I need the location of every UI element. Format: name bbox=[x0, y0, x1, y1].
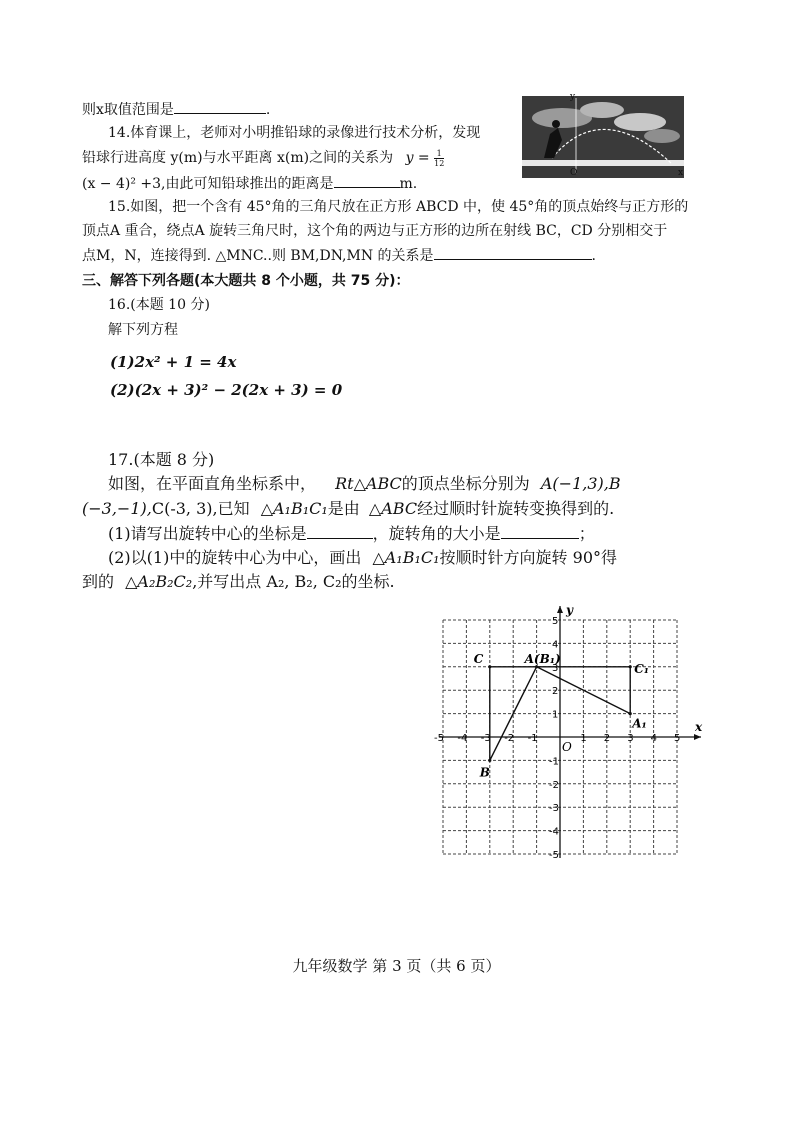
q17-part2 bbox=[108, 548, 617, 568]
label-a1: A₁ bbox=[632, 716, 647, 731]
y-tick-label: -4 bbox=[549, 826, 559, 838]
q16-instruction: 解下列方程 bbox=[108, 322, 178, 338]
point-b bbox=[488, 759, 491, 762]
y-tick-label: -1 bbox=[549, 756, 559, 768]
q17-angle-blank[interactable] bbox=[501, 524, 579, 539]
q13-tail bbox=[82, 99, 270, 120]
x-tick-label: 3 bbox=[627, 733, 634, 744]
q15-end: . bbox=[591, 248, 596, 264]
q13-answer-blank[interactable] bbox=[174, 99, 266, 114]
q17-line2f: 经过顺时针旋转变换得到的. bbox=[417, 499, 615, 518]
q17-p1c: ； bbox=[578, 524, 595, 543]
q17-p1a: (1)请写出旋转中心的坐标是 bbox=[108, 524, 307, 543]
coordinate-graph bbox=[434, 600, 720, 862]
q17-line1c: 的顶点坐标分别为 bbox=[401, 474, 530, 493]
y-tick-label: -3 bbox=[549, 803, 559, 815]
y-tick-label: -5 bbox=[549, 850, 559, 861]
q17-center-blank[interactable] bbox=[307, 524, 373, 539]
x-tick-label: 1 bbox=[580, 733, 587, 744]
q17-line2 bbox=[82, 499, 614, 519]
x-tick-label: -4 bbox=[457, 733, 468, 744]
shotput-photo-svg bbox=[522, 96, 684, 178]
x-axis-label: x bbox=[695, 720, 703, 734]
q14-line2 bbox=[82, 148, 444, 168]
q14-line1: 14.体育课上，老师对小明推铅球的录像进行技术分析，发现 bbox=[108, 125, 481, 141]
q17-p2b: △A₁B₁C₁ bbox=[372, 548, 440, 567]
q17-line2e: △ABC bbox=[368, 499, 418, 518]
q17-line2d: 是由 bbox=[327, 499, 360, 518]
q14-y-eq: y = bbox=[405, 150, 430, 166]
q17-line1d: A(−1,3),B bbox=[540, 474, 621, 493]
q17-line1b: Rt△ABC bbox=[335, 474, 402, 493]
photo-o-label: O bbox=[570, 168, 578, 178]
q17-line1 bbox=[108, 474, 621, 494]
y-tick-label: -2 bbox=[549, 779, 559, 791]
q17-part3 bbox=[82, 572, 395, 592]
x-tick-label: -5 bbox=[434, 733, 444, 744]
q14-line3 bbox=[82, 173, 417, 194]
q15-line1: 15.如图，把一个含有 45°角的三角尺放在正方形 ABCD 中，使 45°角的顶点始终与正方形的 bbox=[108, 199, 689, 215]
point-c1 bbox=[629, 665, 632, 668]
q17-line2a: (−3,−1), bbox=[82, 499, 152, 518]
label-b: B bbox=[479, 765, 490, 780]
label-c1: C₁ bbox=[634, 661, 650, 676]
origin-label: O bbox=[562, 740, 572, 754]
x-tick-label: -2 bbox=[504, 733, 515, 744]
q17-p2c: 按顺时针方向旋转 90°得 bbox=[439, 548, 617, 567]
q15-answer-blank[interactable] bbox=[434, 245, 592, 260]
q13-text: 则x取值范围是 bbox=[82, 102, 174, 118]
q14-line2-text: 铅球行进高度 y(m)与水平距离 x(m)之间的关系为 bbox=[82, 150, 394, 166]
q16-header: 16.(本题 10 分) bbox=[108, 297, 210, 313]
q17-header: 17.(本题 8 分) bbox=[108, 450, 215, 469]
x-tick-label: 4 bbox=[650, 733, 657, 744]
q17-line2b: C(-3, 3),已知 bbox=[151, 499, 250, 518]
y-tick-label: 1 bbox=[552, 709, 559, 721]
q17-line1a: 如图，在平面直角坐标系中， bbox=[108, 474, 317, 493]
photo-x-label: x bbox=[678, 168, 684, 178]
q15-line2: 顶点A 重合，绕点A 旋转三角尺时，这个角的两边与正方形的边所在射线 BC，CD 分别相交于 bbox=[82, 223, 668, 239]
x-axis-arrow bbox=[694, 734, 701, 740]
q17-p1b: ，旋转角的大小是 bbox=[372, 524, 501, 543]
y-tick-label: 2 bbox=[552, 686, 559, 698]
q15-line3 bbox=[82, 245, 596, 266]
q17-p3c: ,并写出点 A₂, B₂, C₂的坐标. bbox=[192, 572, 395, 591]
q17-line2c: △A₁B₁C₁ bbox=[260, 499, 328, 518]
x-tick-label: 2 bbox=[603, 733, 611, 744]
x-tick-label: 5 bbox=[674, 733, 681, 744]
x-tick-label: -3 bbox=[480, 733, 491, 744]
q14-frac-num: 1 bbox=[434, 149, 444, 159]
point-a1 bbox=[629, 712, 632, 715]
y-tick-label: 3 bbox=[552, 662, 559, 674]
q17-part1 bbox=[108, 524, 595, 544]
q13-end: . bbox=[265, 102, 271, 118]
q17-p3a: 到的 bbox=[82, 572, 115, 591]
q14-answer-blank[interactable] bbox=[334, 173, 400, 188]
q14-frac-den: 12 bbox=[434, 158, 445, 168]
point-c bbox=[488, 665, 491, 668]
x-tick-label: -1 bbox=[527, 733, 538, 744]
photo-y-label: y bbox=[570, 92, 576, 102]
q14-unit: m. bbox=[399, 176, 418, 192]
page-footer: 九年级数学 第 3 页（共 6 页） bbox=[292, 957, 501, 975]
q14-fraction bbox=[434, 149, 444, 168]
label-c: C bbox=[473, 651, 484, 666]
y-axis-arrow bbox=[557, 606, 563, 613]
label-a-b1: A(B₁) bbox=[524, 651, 561, 666]
q16-eq1: (1)2x² + 1 = 4x bbox=[110, 353, 237, 371]
q15-line3-text: 点M，N，连接得到. △MNC..则 BM,DN,MN 的关系是 bbox=[82, 248, 434, 264]
y-axis-label: y bbox=[566, 603, 573, 617]
y-tick-label: 5 bbox=[552, 616, 559, 627]
coordinate-graph-svg bbox=[434, 600, 720, 862]
y-tick-label: 4 bbox=[552, 639, 559, 651]
q14-line3-text: (x − 4)² +3,由此可知铅球推出的距离是 bbox=[82, 176, 334, 192]
q16-eq2: (2)(2x + 3)² − 2(2x + 3) = 0 bbox=[110, 381, 343, 399]
section3-title: 三、解答下列各题(本大题共 8 个小题，共 75 分)： bbox=[82, 273, 410, 289]
q17-p3b: △A₂B₂C₂ bbox=[125, 572, 193, 591]
shotput-photo bbox=[522, 92, 684, 178]
q17-p2a: (2)以(1)中的旋转中心为中心，画出 bbox=[108, 548, 362, 567]
